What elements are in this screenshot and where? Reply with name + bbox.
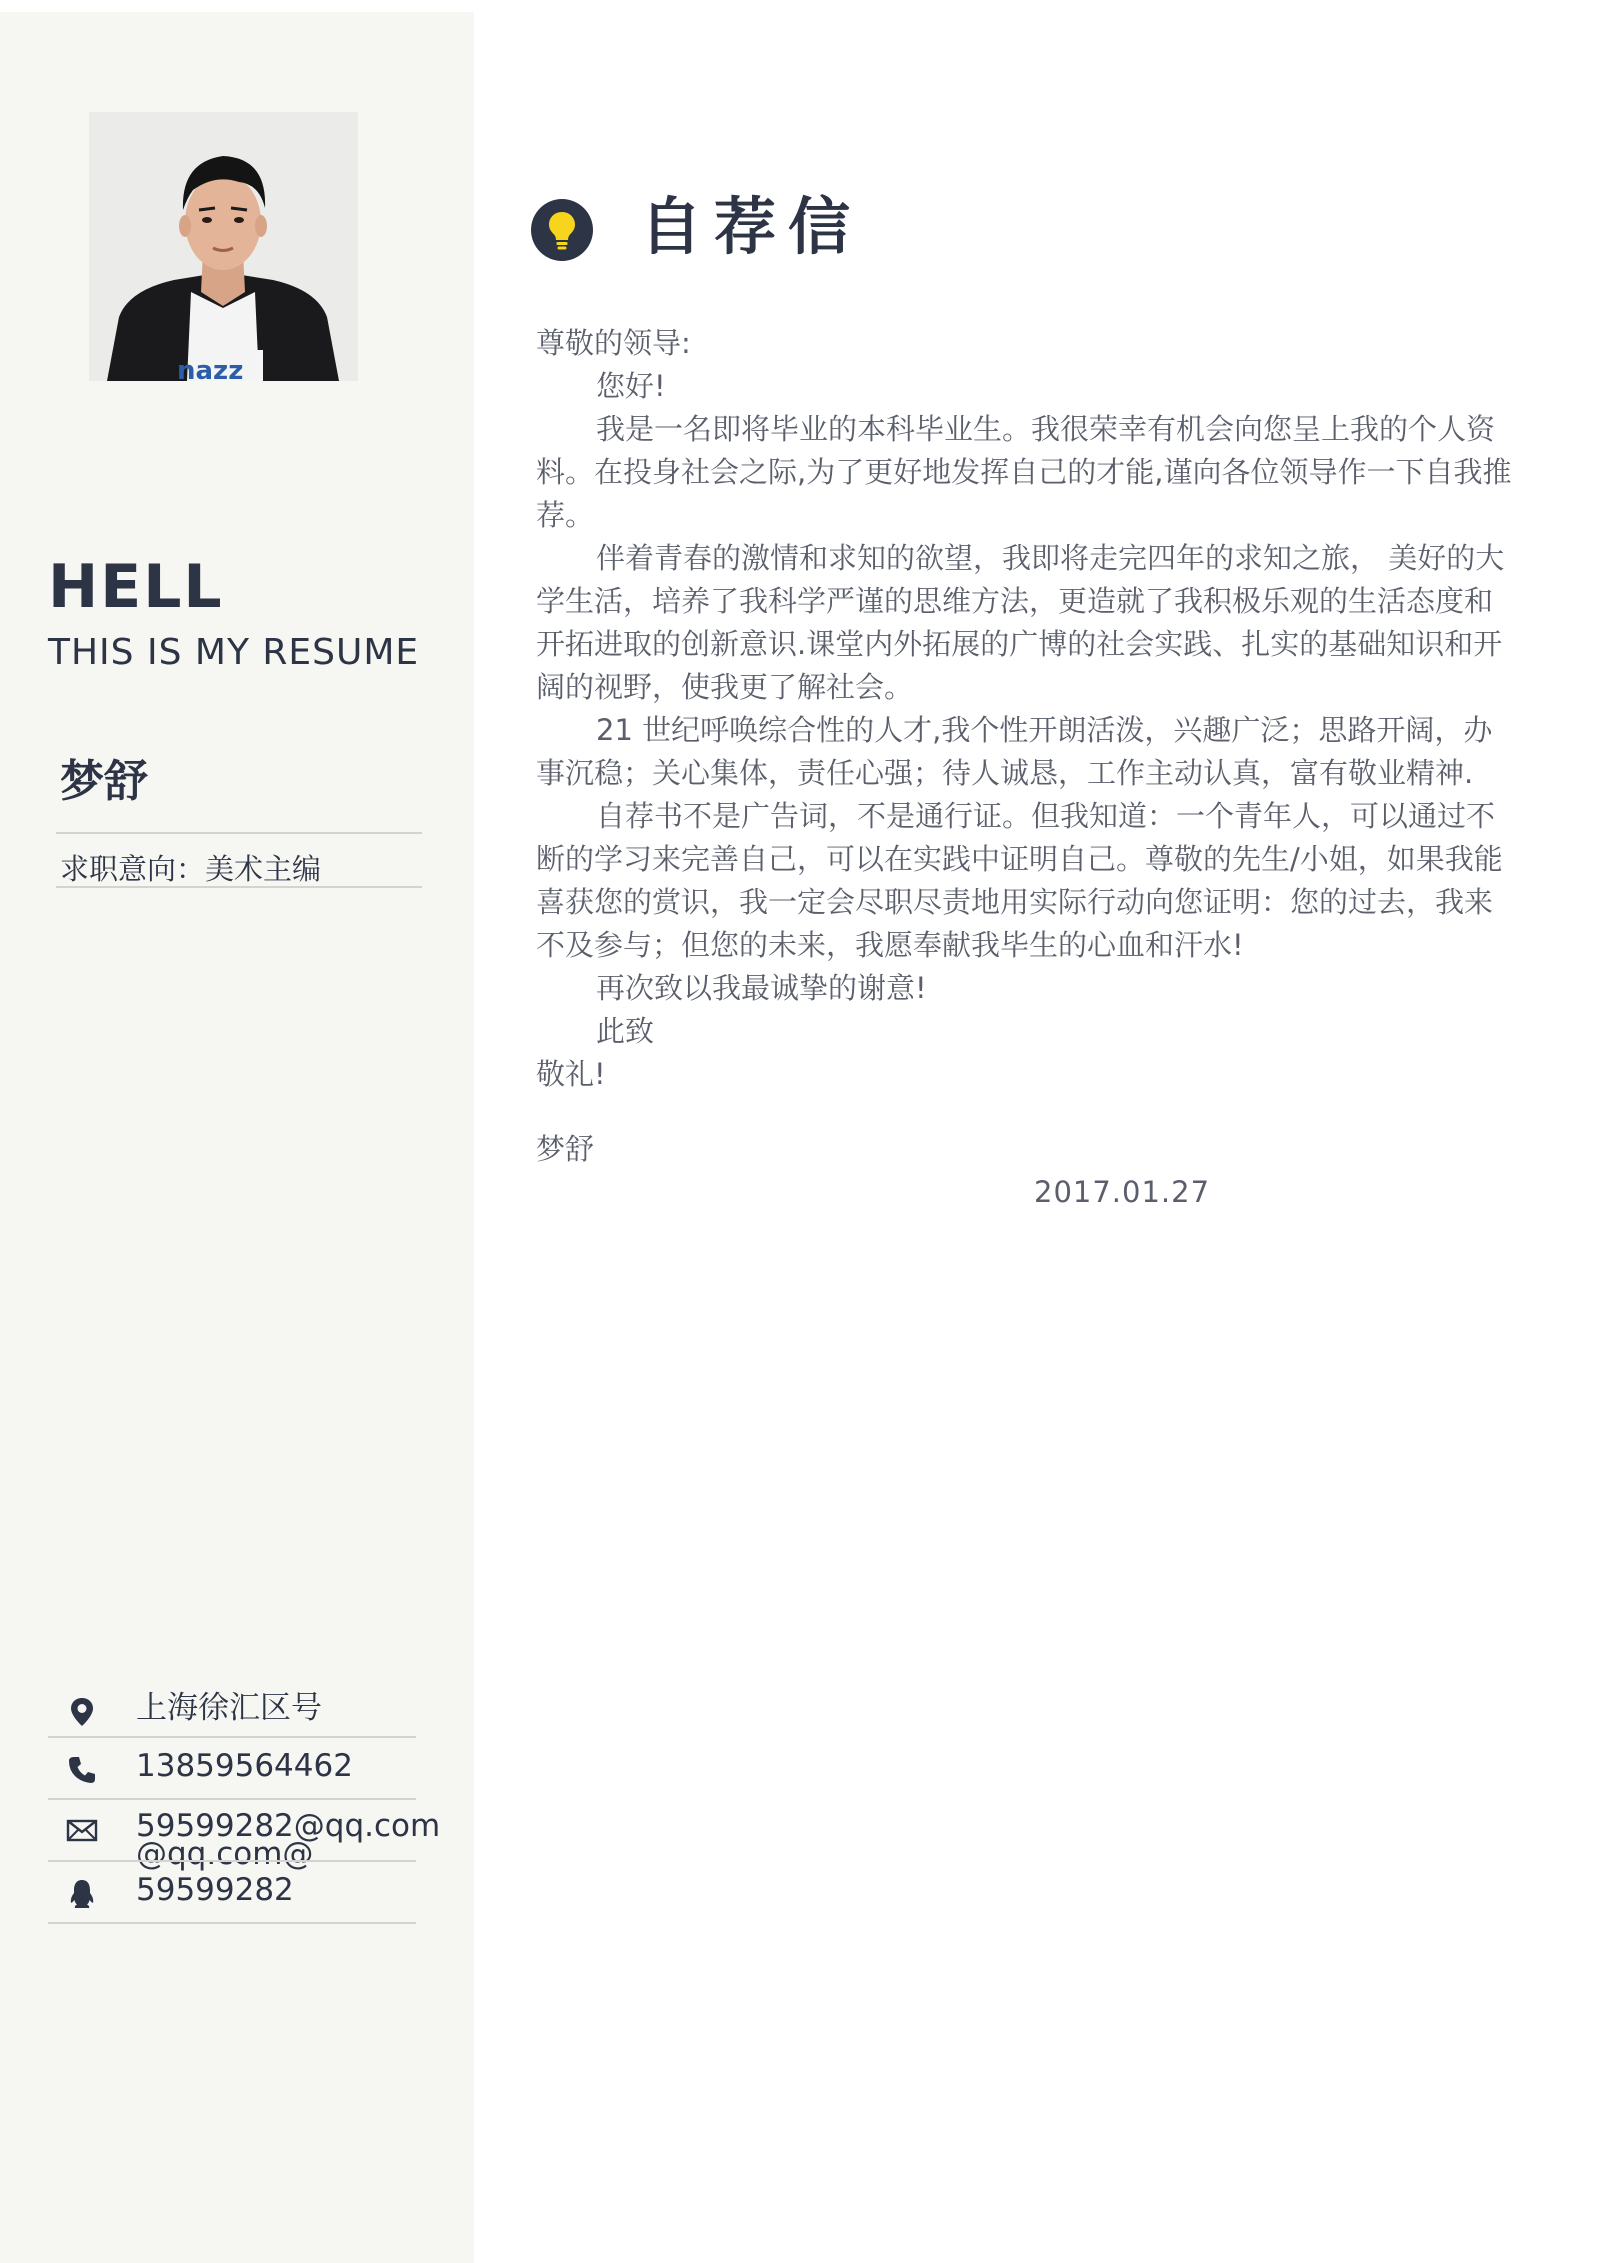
greeting: 您好! [596, 369, 666, 403]
signature: 梦舒 [536, 1132, 595, 1166]
letter-paragraph: 我是一名即将毕业的本科毕业生。我很荣幸有机会向您呈上我的个人资料。在投身社会之际,为了更好地发挥自己的才能,谨向各位领导作一下自我推荐。 [536, 412, 1512, 532]
phone-icon [66, 1754, 98, 1786]
letter-paragraph: 21 世纪呼唤综合性的人才,我个性开朗活泼，兴趣广泛；思路开阔，办事沉稳；关心集体，责任心强；待人诚恳，工作主动认真，富有敬业精神. [536, 713, 1493, 790]
letter-paragraph: 再次致以我最诚挚的谢意! [596, 971, 927, 1005]
divider [48, 1736, 416, 1738]
divider [48, 1860, 416, 1862]
contact-qq-text: 59599282 [136, 1872, 294, 1908]
letter-paragraph: 此致 [596, 1014, 655, 1048]
contact-address [48, 1682, 416, 1742]
cover-letter-body [536, 322, 1516, 1214]
letter-paragraph: 自荐书不是广告词，不是通行证。但我知道：一个青年人，可以通过不断的学习来完善自己，可以在实践中证明自己。尊敬的先生/小姐，如果我能喜获您的赏识，我一定会尽职尽责地用实际行动向您证明：您的过去，我来不及参与；但您的未来，我愿奉献我毕生的心血和汗水! [536, 799, 1503, 962]
divider [56, 886, 422, 888]
letter-date: 2017.01.27 [1034, 1175, 1211, 1209]
contact-email-text: 59599282@qq.com [136, 1808, 441, 1844]
sidebar [0, 12, 474, 2263]
contact-qq [48, 1864, 416, 1924]
location-pin-icon [66, 1696, 98, 1728]
qq-penguin-icon [66, 1878, 98, 1910]
hello-heading: HELL [48, 552, 224, 622]
candidate-name: 梦舒 [60, 756, 148, 807]
closing: 敬礼! [536, 1057, 606, 1091]
job-intent: 求职意向：美术主编 [60, 852, 322, 886]
envelope-icon [66, 1814, 98, 1846]
contact-address-text: 上海徐汇区号 [136, 1690, 322, 1726]
resume-subtitle: THIS IS MY RESUME [48, 632, 420, 673]
letter-paragraph: 伴着青春的激情和求知的欲望，我即将走完四年的求知之旅， 美好的大学生活，培养了我科学严谨的思维方法，更造就了我积极乐观的生活态度和开拓进取的创新意识.课堂内外拓展的广博的社会实践、扎实的基础知识和开阔的视野，使我更了解社会。 [536, 541, 1505, 704]
divider [48, 1922, 416, 1924]
profile-photo [89, 112, 358, 386]
salutation: 尊敬的领导: [536, 326, 691, 360]
lightbulb-icon [530, 198, 594, 262]
divider [56, 832, 422, 834]
svg-text:nazz: nazz [177, 356, 244, 386]
page-title: 自荐信 [640, 190, 863, 263]
contact-phone-text: 13859564462 [136, 1748, 353, 1784]
contact-phone [48, 1740, 416, 1800]
email-overflow-text: @qq.com@ [136, 1836, 314, 1872]
